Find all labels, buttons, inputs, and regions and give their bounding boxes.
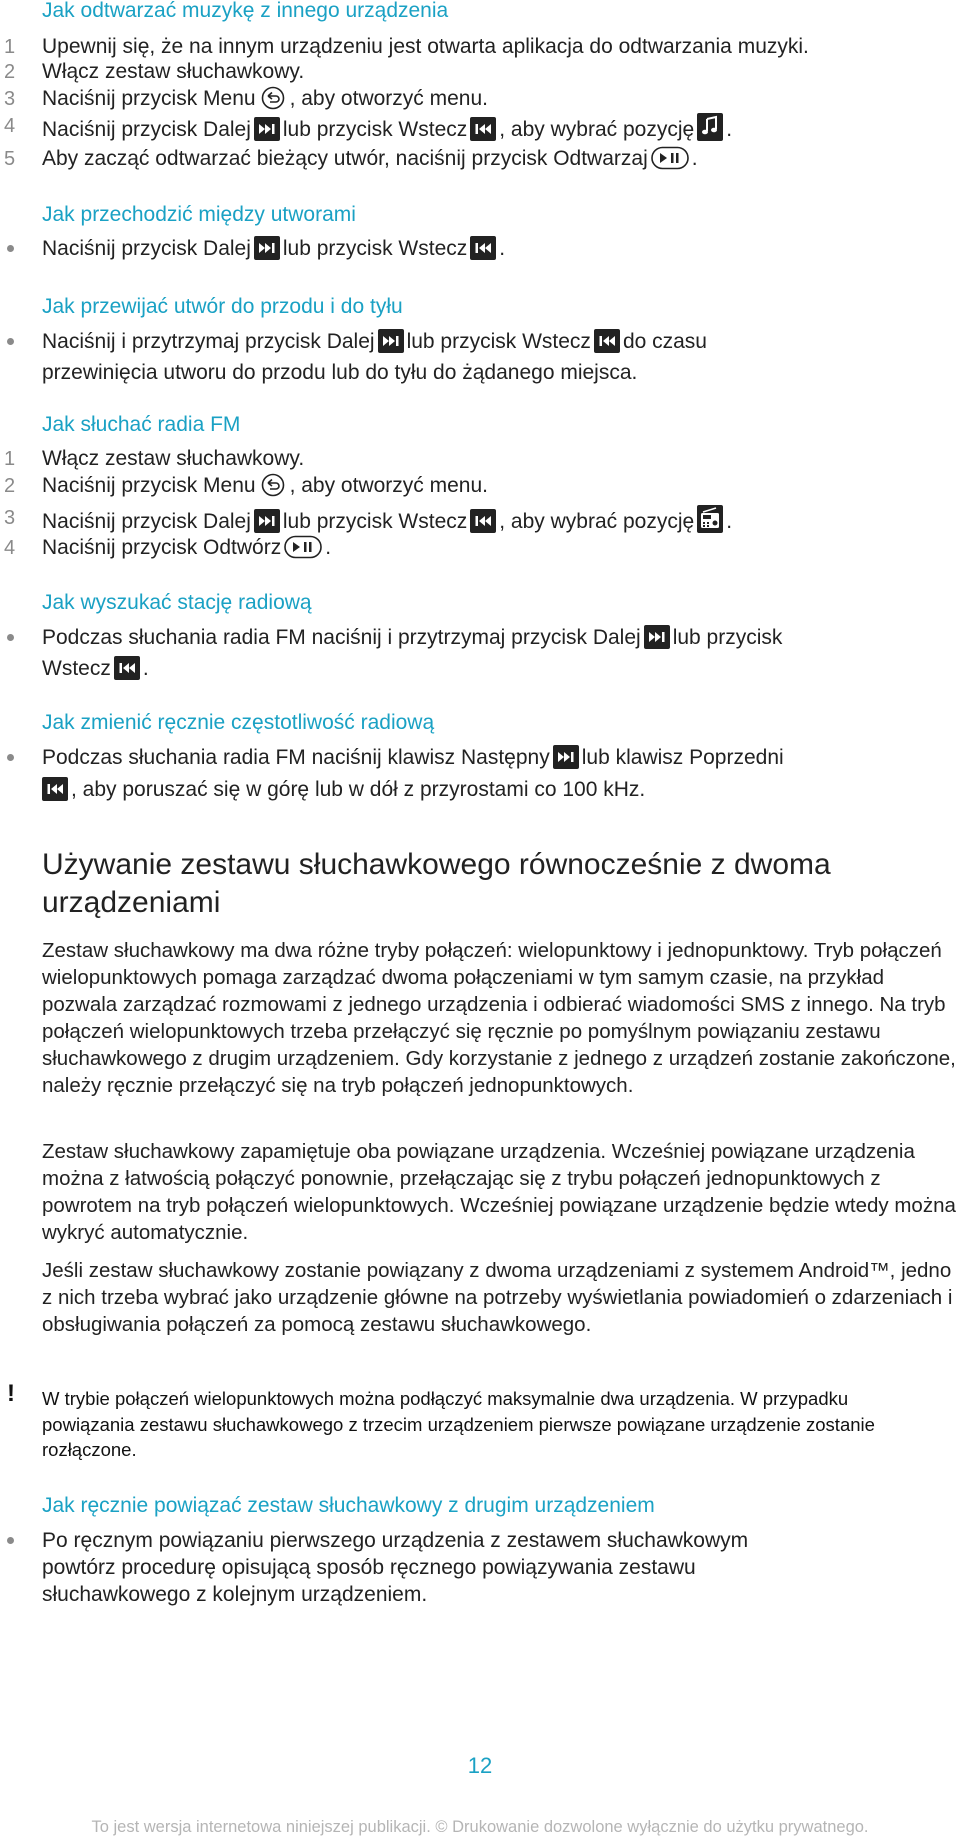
step-text-part: Naciśnij przycisk Dalej [42,118,251,141]
step-text: Upewnij się, że na innym urządzeniu jest otwarta aplikacja do odtwarzania muzyki. [42,35,809,58]
step-text [42,535,331,561]
previous-icon [470,236,496,260]
step-text-part: . [691,147,698,170]
step-text [42,505,732,535]
step-text: Włącz zestaw słuchawkowy. [42,447,305,470]
previous-icon [470,117,496,141]
bullet-text-part: . [499,237,506,260]
step-text-part: , aby otworzyć menu. [289,474,488,497]
bullet-text [42,745,784,771]
bullet [7,1537,14,1544]
previous-icon [114,656,140,680]
next-icon [378,329,404,353]
step-number: 2 [4,61,16,83]
paragraph [42,1257,960,1338]
paragraph-text: Jeśli zestaw słuchawkowy zostanie powiązany z dwoma urządzeniami z systemem Android™, jedno z nich trzeba wybrać jako urządzenie główne na potrzeby wyświetlania powiadomień o zdarzeniach i obsługiwania połączeń za pomocą zestawu słuchawkowego. [42,1259,953,1336]
subheading-seek: Jak przewijać utwór do przodu i do tyłu [42,295,403,318]
bullet-text-part: lub przycisk Wstecz [282,237,468,260]
bullet-text-part: lub przycisk Wstecz [406,330,591,353]
bullet [7,338,14,345]
step-text-part: Naciśnij przycisk Menu [42,474,256,497]
step-text-part: . [726,510,733,533]
step-number: 1 [4,448,16,470]
back-menu-icon [259,86,287,110]
back-menu-icon [259,473,287,497]
step-text [42,113,732,143]
bullet-text: Po ręcznym powiązaniu pierwszego urządzenia z zestawem słuchawkowym powtórz procedurę opisującą sposób ręcznego powiązywania zestawu słuchawkowego z kolejnym urządzeniem. [42,1529,749,1606]
step-text-part: . [726,118,733,141]
page-number: 12 [467,1753,493,1778]
bullet-text-part: lub klawisz Poprzedni [581,746,784,769]
bullet-text [42,236,505,262]
step-text-part: lub przycisk Wstecz [282,118,468,141]
step-text [42,86,488,112]
step-number: 4 [4,115,16,137]
next-icon [254,236,280,260]
bullet [7,754,14,761]
step-text-part: lub przycisk Wstecz [282,510,468,533]
bullet-text-cont [42,656,149,682]
bullet-text-part: . [142,657,149,680]
next-icon [254,117,280,141]
section-heading: Używanie zestawu słuchawkowego równocześnie z dwoma urządzeniami [42,848,831,919]
paragraph-text: Zestaw słuchawkowy ma dwa różne tryby połączeń: wielopunktowy i jednopunktowy. Tryb połączeń wielopunktowych pomaga zarządzać dwoma połączeniami w tym samym czasie, na przykład pozwala zarządzać rozmowami z jednego urządzenia i odbierać wiadomości SMS z innego. Na tryb połączeń wielopunktowych trzeba przełączyć się ręcznie po pomyślnym powiązaniu zestawu słuchawkowego z drugim urządzeniem. Gdy korzystanie z jednego z urządzeń zostanie zakończone, należy ręcznie przełączyć się na tryb połączeń jednopunktowych. [42,939,956,1097]
step-number: 3 [4,88,16,110]
previous-icon [42,777,68,801]
bullet-text-part: Naciśnij przycisk Dalej [42,237,251,260]
bullet-text-part: Podczas słuchania radia FM naciśnij klawisz Następny [42,746,550,769]
step-text: Włącz zestaw słuchawkowy. [42,60,305,83]
step-text [42,473,488,499]
previous-icon [594,329,620,353]
bullet [7,245,14,252]
step-number: 4 [4,537,16,559]
subheading-switch-tracks: Jak przechodzić między utworami [42,203,356,226]
bullet-text-part: Naciśnij i przytrzymaj przycisk Dalej [42,330,375,353]
step-text-part: , aby wybrać pozycję [499,118,695,141]
radio-icon [697,505,723,533]
play-pause-icon [284,535,322,559]
subheading-change-frequency: Jak zmienić ręcznie częstotliwość radiową [42,711,435,734]
subheading-pair-second-device: Jak ręcznie powiązać zestaw słuchawkowy z drugim urządzeniem [42,1494,655,1517]
step-number: 5 [4,148,16,170]
step-number: 3 [4,507,16,529]
bullet [7,634,14,641]
next-icon [553,745,579,769]
step-text-part: Naciśnij przycisk Dalej [42,510,251,533]
next-icon [644,625,670,649]
subheading-play-music: Jak odtwarzać muzykę z innego urządzenia [42,0,449,22]
subheading-search-station: Jak wyszukać stację radiową [42,591,312,614]
step-number: 2 [4,475,16,497]
footer-note: To jest wersja internetowa niniejszej publikacji. © Drukowanie dozwolone wyłącznie do użytku prywatnego. [91,1818,869,1836]
bullet-text-part: do czasu [622,330,707,353]
warning-icon: ! [7,1380,15,1407]
next-icon [254,509,280,533]
bullet-text [42,625,782,651]
step-text-part: , aby otworzyć menu. [289,87,488,110]
bullet-text-cont [42,777,645,803]
play-pause-icon [651,146,689,170]
step-text-part: . [325,536,332,559]
note-text: W trybie połączeń wielopunktowych można podłączyć maksymalnie dwa urządzenia. W przypadku powiązania zestawu słuchawkowego z trzecim urządzeniem pierwsze powiązane urządzenie zostanie rozłączone. [42,1388,875,1460]
paragraph [42,937,960,1099]
paragraph [42,1138,960,1246]
step-text-part: Aby zacząć odtwarzać bieżący utwór, naciśnij przycisk Odtwarzaj [42,147,648,170]
step-number: 1 [4,36,16,58]
bullet-text-part: , aby poruszać się w górę lub w dół z przyrostami co 100 kHz. [71,778,646,801]
step-text-part: Naciśnij przycisk Menu [42,87,256,110]
paragraph-text: Zestaw słuchawkowy zapamiętuje oba powiązane urządzenia. Wcześniej powiązane urządzenia można z łatwością połączyć ponownie, przełączając się z trybu połączeń jednopunktowych z powrotem na tryb połączeń wielopunktowych. Wcześniej powiązane urządzenie będzie wtedy można wykryć automatycznie. [42,1140,956,1244]
bullet-text-cont: przewinięcia utworu do przodu lub do tyłu do żądanego miejsca. [42,361,638,384]
step-text-part: , aby wybrać pozycję [499,510,695,533]
subheading-fm-radio: Jak słuchać radia FM [42,413,241,436]
step-text-part: Naciśnij przycisk Odtwórz [42,536,282,559]
music-note-icon [697,113,723,141]
bullet-text [42,329,707,355]
previous-icon [470,509,496,533]
bullet-text-part: Podczas słuchania radia FM naciśnij i przytrzymaj przycisk Dalej [42,626,641,649]
step-text [42,146,698,172]
bullet-text-part: lub przycisk [672,626,783,649]
bullet-text-part: Wstecz [42,657,111,680]
